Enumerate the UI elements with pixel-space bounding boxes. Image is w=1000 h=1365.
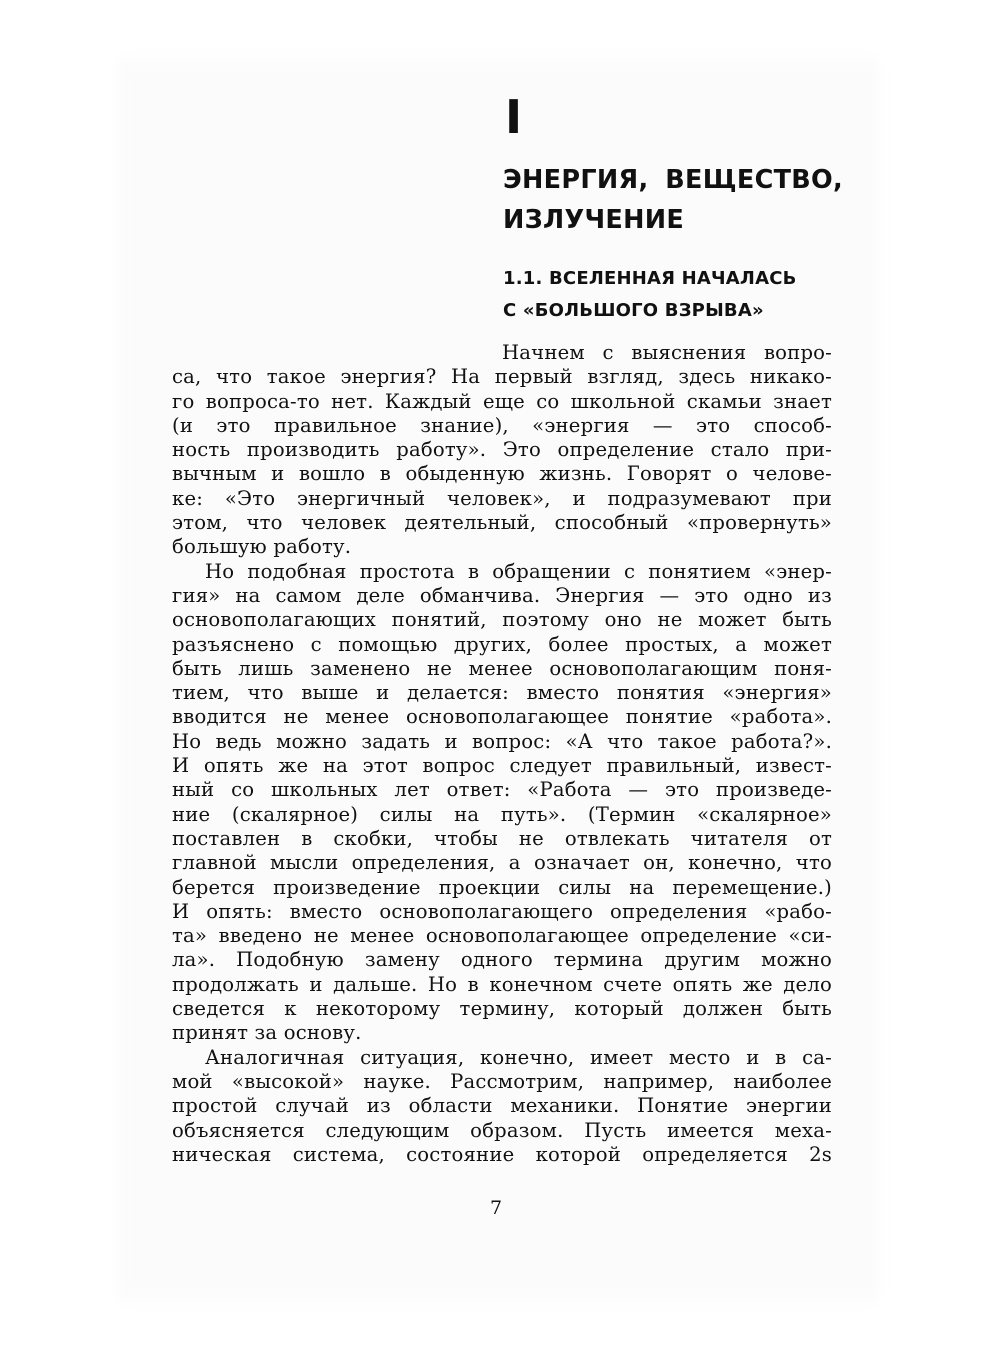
chapter-title-line: ЭНЕРГИЯ, ВЕЩЕСТВО, <box>503 165 843 195</box>
chapter-title <box>503 160 843 240</box>
text-line: берется произведение проекции силы на перемещение.) <box>172 875 832 899</box>
text-line: главной мысли определения, а означает он, конечно, что <box>172 851 832 875</box>
chapter-number: I <box>505 90 523 144</box>
text-line: (и это правильное знание), «энергия — это способ- <box>172 413 832 437</box>
text-line: продолжать и дальше. Но в конечном счете опять же дело <box>172 972 832 996</box>
text-line: мой «высокой» науке. Рассмотрим, например, наиболее <box>172 1069 832 1093</box>
text-line: ла». Подобную замену одного термина другим можно <box>172 948 832 972</box>
text-line: ный со школьных лет ответ: «Работа — это произведе- <box>172 778 832 802</box>
chapter-title-line: ИЗЛУЧЕНИЕ <box>503 205 685 235</box>
text-line: этом, что человек деятельный, способный «провернуть» <box>172 511 832 535</box>
text-line: простой случай из области механики. Понятие энергии <box>172 1094 832 1118</box>
text-line: та» введено не менее основополагающее определение «си- <box>172 924 832 948</box>
page-number: 7 <box>489 1197 503 1219</box>
text-line: разъяснено с помощью других, более простых, а может <box>172 632 832 656</box>
text-line: Начнем с выяснения вопро- <box>502 341 832 364</box>
text-line: принят за основу. <box>172 1021 362 1045</box>
text-line: Аналогичная ситуация, конечно, имеет место и в са- <box>205 1045 832 1069</box>
text-line: поставлен в скобки, чтобы не отвлекать читателя от <box>172 826 832 850</box>
text-line: ние (скалярное) силы на путь». (Термин «скалярное» <box>172 802 832 826</box>
body-text <box>172 341 832 1167</box>
text-line: са, что такое энергия? На первый взгляд, здесь никако- <box>172 365 832 389</box>
text-line: большую работу. <box>172 535 352 559</box>
text-line: быть лишь заменено не менее основополагающим поня- <box>172 656 832 680</box>
text-line: го вопроса-то нет. Каждый еще со школьной скамьи знает <box>172 389 832 413</box>
text-line: ническая система, состояние которой определяется 2s <box>172 1142 832 1166</box>
text-line: И опять: вместо основополагающего определения «рабо- <box>172 899 832 923</box>
section-title-line: С «БОЛЬШОГО ВЗРЫВА» <box>503 300 764 321</box>
text-line: Но ведь можно задать и вопрос: «А что такое работа?». <box>172 729 832 753</box>
text-line: вводится не менее основополагающее понятие «работа». <box>172 705 832 729</box>
section-title-line: 1.1. ВСЕЛЕННАЯ НАЧАЛАСЬ <box>503 268 797 289</box>
text-line: И опять же на этот вопрос следует правильный, извест- <box>172 754 832 778</box>
section-title <box>503 263 843 327</box>
text-line: основополагающих понятий, поэтому оно не может быть <box>172 608 832 632</box>
text-line: Но подобная простота в обращении с понятием «энер- <box>205 559 832 583</box>
text-line: ность производить работу». Это определение стало при- <box>172 438 832 462</box>
text-line: тием, что выше и делается: вместо понятия «энергия» <box>172 681 832 705</box>
text-line: объясняется следующим образом. Пусть имеется меха- <box>172 1118 832 1142</box>
text-line: ке: «Это энергичный человек», и подразумевают при <box>172 486 832 510</box>
text-line: гия» на самом деле обманчива. Энергия — это одно из <box>172 583 832 607</box>
text-line: сведется к некоторому термину, который должен быть <box>172 997 832 1021</box>
text-line: вычным и вошло в обыденную жизнь. Говорят о челове- <box>172 462 832 486</box>
